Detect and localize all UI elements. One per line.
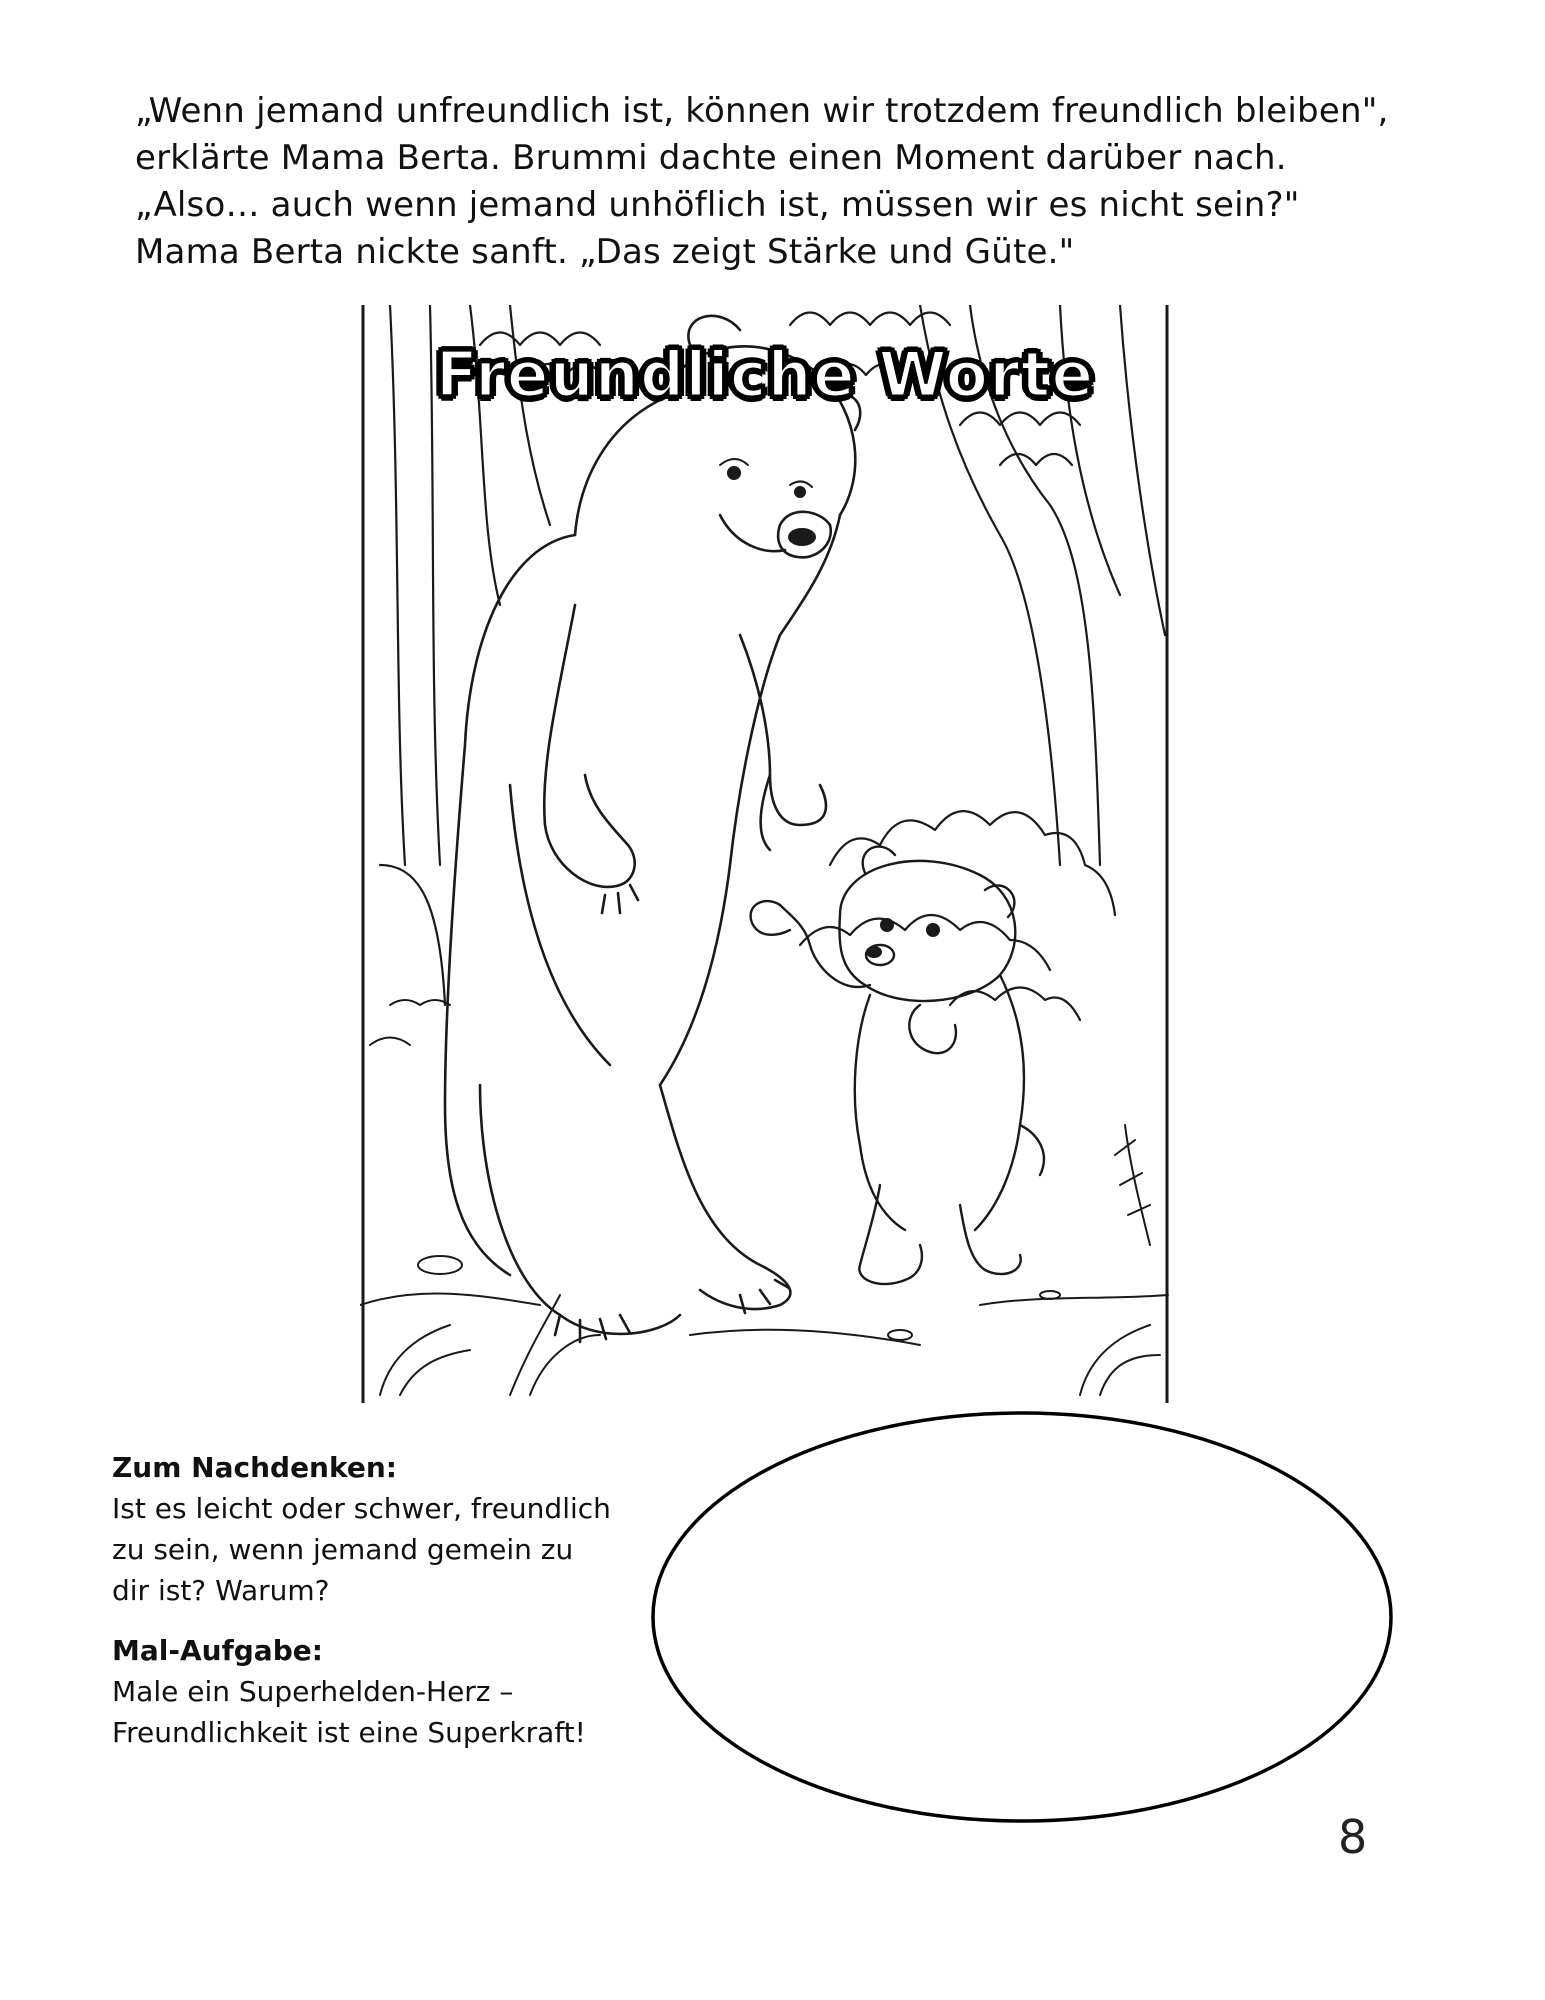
illustration-title: Freundliche Worte bbox=[435, 338, 1095, 411]
story-line: „Also… auch wenn jemand unhöflich ist, müssen wir es nicht sein?" bbox=[135, 185, 1300, 225]
story-line: erklärte Mama Berta. Brummi dachte einen Moment darüber nach. bbox=[135, 138, 1287, 178]
drawing-task-line: Male ein Superhelden-Herz – bbox=[112, 1675, 514, 1708]
reflection-line: zu sein, wenn jemand gemein zu bbox=[112, 1533, 574, 1566]
reflection-line: Ist es leicht oder schwer, freundlich bbox=[112, 1492, 611, 1525]
coloring-illustration bbox=[360, 305, 1170, 1403]
drawing-task-line: Freundlichkeit ist eine Superkraft! bbox=[112, 1716, 586, 1749]
reflection-heading: Zum Nachdenken: bbox=[112, 1451, 397, 1484]
story-line: Mama Berta nickte sanft. „Das zeigt Stärke und Güte." bbox=[135, 232, 1075, 272]
mother-bear-icon bbox=[445, 316, 860, 1342]
drawing-task-heading: Mal-Aufgabe: bbox=[112, 1634, 323, 1667]
reflection-block bbox=[112, 1448, 672, 1611]
drawing-area-oval[interactable] bbox=[650, 1410, 1395, 1825]
page-number: 8 bbox=[1338, 1810, 1368, 1864]
reflection-line: dir ist? Warum? bbox=[112, 1574, 330, 1607]
task-section bbox=[112, 1448, 672, 1753]
drawing-task-block bbox=[112, 1631, 672, 1753]
story-line: „Wenn jemand unfreundlich ist, können wir trotzdem freundlich bleiben", bbox=[135, 91, 1389, 131]
bear-cub-icon bbox=[751, 847, 1044, 1284]
story-text bbox=[135, 88, 1455, 276]
